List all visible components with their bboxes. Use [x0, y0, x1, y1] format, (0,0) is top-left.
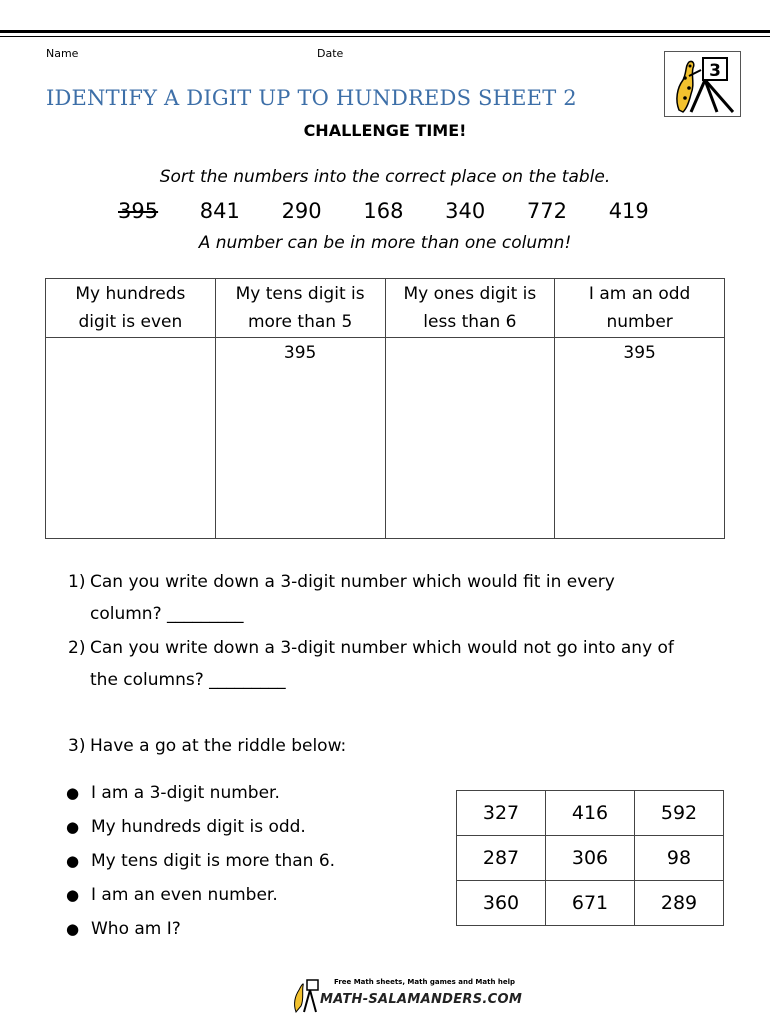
choice-cell[interactable]: 592	[635, 791, 724, 836]
choice-cell[interactable]: 416	[546, 791, 635, 836]
bullet-icon: ●	[66, 818, 80, 836]
choice-cell[interactable]: 306	[546, 836, 635, 881]
salamander-grade-logo	[664, 51, 741, 117]
column-header-hundreds-even: My hundreds digit is even	[46, 279, 216, 338]
number-item: 340	[445, 199, 486, 223]
riddle-clue-list	[66, 778, 335, 948]
bullet-icon: ●	[66, 920, 80, 938]
choice-cell[interactable]: 289	[635, 881, 724, 926]
answer-cell-ones-less-than-6[interactable]	[385, 338, 555, 539]
sort-table	[45, 278, 725, 539]
choice-cell[interactable]: 671	[546, 881, 635, 926]
bullet-icon: ●	[66, 852, 80, 870]
choice-row	[457, 791, 724, 836]
answer-cell-hundreds-even[interactable]	[46, 338, 216, 539]
challenge-heading: CHALLENGE TIME!	[303, 121, 467, 140]
choice-cell[interactable]: 98	[635, 836, 724, 881]
bullet-icon: ●	[66, 886, 80, 904]
sort-table-answer-row	[46, 338, 725, 539]
number-item: 395	[118, 199, 159, 223]
footer-tagline: Free Math sheets, Math games and Math help	[334, 978, 516, 986]
footer-brand[interactable]: MATH-SALAMANDERS.COM	[320, 992, 523, 1007]
top-rule-thick	[0, 30, 770, 33]
grade-badge: 3	[709, 61, 721, 81]
footer-branding	[290, 976, 523, 1016]
date-label: Date	[317, 47, 344, 60]
riddle-clue: ● I am an even number.	[66, 880, 335, 914]
footer-salamander-icon	[290, 978, 320, 1014]
question-2: 2) Can you write down a 3-digit number which would not go into any of the columns? _________	[68, 638, 674, 690]
choice-row	[457, 881, 724, 926]
number-item: 772	[526, 199, 567, 223]
choice-cell[interactable]: 360	[457, 881, 546, 926]
number-item: 168	[363, 199, 404, 223]
question-1: 1) Can you write down a 3-digit number which would fit in every column? _________	[68, 572, 615, 624]
name-label: Name	[46, 47, 79, 60]
number-item: 419	[608, 199, 649, 223]
number-item: 841	[199, 199, 240, 223]
bullet-icon: ●	[66, 784, 80, 802]
column-header-odd-number: I am an odd number	[555, 279, 725, 338]
column-header-ones-less-than-6: My ones digit is less than 6	[385, 279, 555, 338]
answer-cell-odd-number[interactable]: 395	[555, 338, 725, 539]
number-list	[118, 199, 684, 223]
column-note: A number can be in more than one column!	[198, 233, 572, 253]
riddle-clue: ● My tens digit is more than 6.	[66, 846, 335, 880]
salamander-icon	[665, 52, 740, 116]
riddle-clue: ● Who am I?	[66, 914, 335, 948]
top-rule-thin	[0, 36, 770, 37]
choice-cell[interactable]: 327	[457, 791, 546, 836]
number-item: 290	[281, 199, 322, 223]
question-3: 3) Have a go at the riddle below:	[68, 736, 347, 756]
choice-row	[457, 836, 724, 881]
riddle-clue: ● My hundreds digit is odd.	[66, 812, 335, 846]
column-header-tens-more-than-5: My tens digit is more than 5	[215, 279, 385, 338]
sort-instruction: Sort the numbers into the correct place on the table.	[159, 167, 611, 187]
sort-table-header-row	[46, 279, 725, 338]
riddle-choice-grid	[456, 790, 724, 926]
riddle-clue: ● I am a 3-digit number.	[66, 778, 335, 812]
page-title: IDENTIFY A DIGIT UP TO HUNDREDS SHEET 2	[46, 86, 577, 110]
answer-cell-tens-more-than-5[interactable]: 395	[215, 338, 385, 539]
choice-cell[interactable]: 287	[457, 836, 546, 881]
